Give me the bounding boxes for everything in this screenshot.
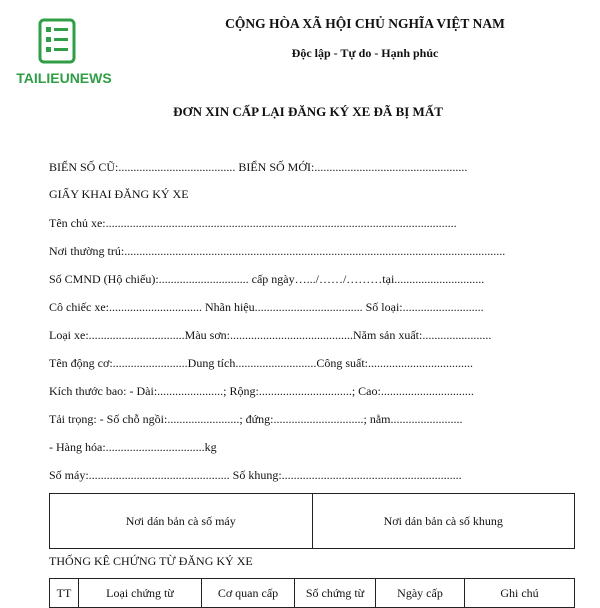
- engine-rubbing-cell: Nơi dán bản cà số máy: [125, 513, 236, 528]
- table-header-cell: Ghi chú: [465, 579, 575, 608]
- nation-heading: CỘNG HÒA XÃ HỘI CHỦ NGHĨA VIỆT NAM: [225, 16, 505, 31]
- load-capacity-line: Tải trọng: - Số chỗ ngồi:........................; đứng:..............................; nằm........................: [49, 412, 463, 426]
- documents-table: [49, 578, 575, 608]
- owner-name-line: Tên chủ xe:.....................................................................................................................: [49, 216, 457, 230]
- vehicle-type-line: Loại xe:................................Màu sơn:.........................................Năm sản xuất:.......................: [49, 328, 492, 342]
- table-header-row: [50, 579, 575, 608]
- table-header-cell: Số chứng từ: [295, 579, 376, 608]
- vehicle-brand-line: Cô chiếc xe:............................... Nhãn hiệu.................................... Số loại:...........................: [49, 300, 484, 314]
- stats-heading: THỐNG KÊ CHỨNG TỪ ĐĂNG KÝ XE: [49, 554, 253, 568]
- chassis-rubbing-cell: Nơi dán bản cà số khung: [312, 494, 575, 548]
- table-header-cell: Loại chứng từ: [79, 579, 202, 608]
- rubbing-box: [49, 493, 575, 549]
- dimensions-line: Kích thước bao: - Dài:......................; Rộng:...............................; Cao:...............................: [49, 384, 474, 398]
- table-header-cell: Ngày cấp: [376, 579, 465, 608]
- engine-chassis-number-line: Số máy:............................................... Số khung:............................................................: [49, 468, 462, 482]
- document-title: ĐƠN XIN CẤP LẠI ĐĂNG KÝ XE ĐÃ BỊ MẤT: [173, 104, 443, 119]
- residence-line: Nơi thường trú:...............................................................................................................................: [49, 244, 506, 258]
- motto: Độc lập - Tự do - Hạnh phúc: [291, 46, 439, 60]
- table-header-cell: Cơ quan cấp: [202, 579, 295, 608]
- logo-text: TAILIEUNEWS: [16, 70, 112, 86]
- cargo-line: - Hàng hóa:.................................kg: [49, 440, 217, 454]
- plate-number-line: BIỂN SỐ CŨ:....................................... BIỂN SỐ MỚI:...................................................: [49, 160, 468, 174]
- registration-section-heading: GIẤY KHAI ĐĂNG KÝ XE: [49, 187, 189, 201]
- engine-line: Tên động cơ:.........................Dung tích...........................Công suất:...................................: [49, 356, 473, 370]
- table-header-cell: TT: [50, 579, 79, 608]
- id-card-line: Số CMND (Hộ chiếu):.............................. cấp ngày….../……/………tại..............................: [49, 272, 485, 286]
